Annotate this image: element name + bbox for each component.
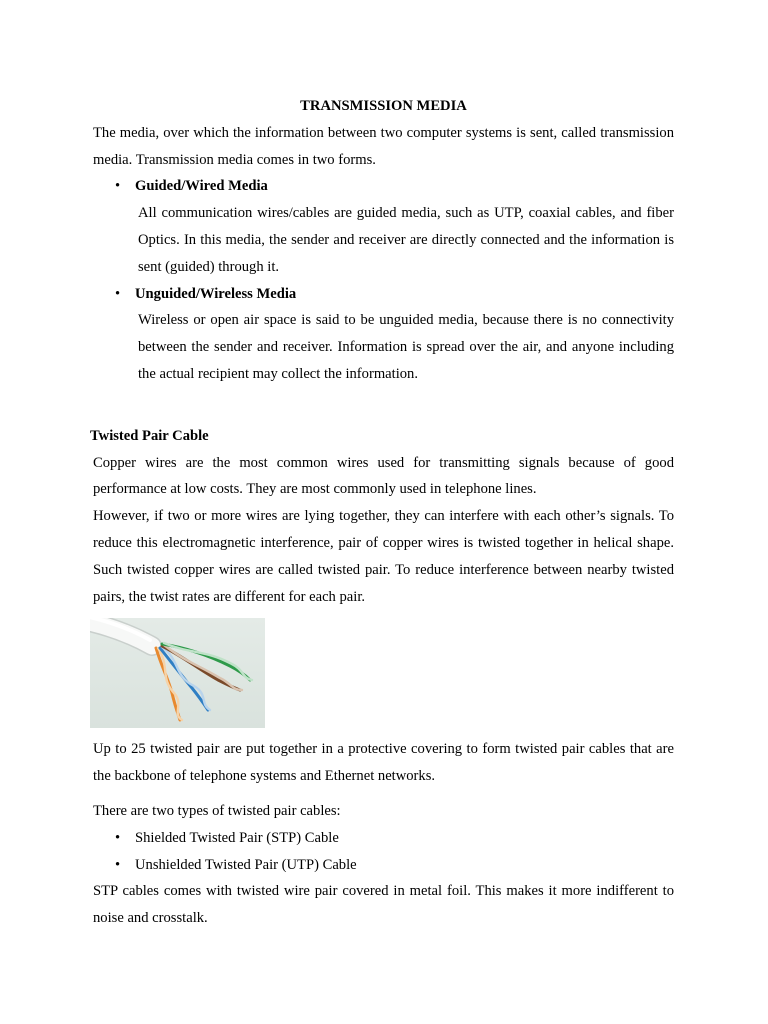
list-item-guided-media: [93, 173, 674, 200]
document-content: [90, 93, 674, 932]
cable-illustration: [90, 618, 265, 728]
twisted-pair-types-list: [93, 825, 674, 879]
list-item-stp: [93, 825, 674, 852]
document-title: TRANSMISSION MEDIA: [300, 98, 467, 114]
media-types-list-2: [93, 281, 674, 308]
twisted-pair-paragraph-2: However, if two or more wires are lying together, they can interfere with each other’s signals. To reduce this electromagnetic interference, pair of copper wires is twisted together in helical shape. Such twisted copper wires are called twisted pair. To reduce interference between nearby twisted pairs, the twist rates are different for each pair.: [93, 508, 674, 605]
twisted-pair-types-intro: There are two types of twisted pair cables:: [93, 802, 341, 819]
media-types-list: [93, 173, 674, 200]
intro-paragraph: The media, over which the information between two computer systems is sent, called transmission media. Transmission media comes in two forms.: [93, 124, 674, 168]
twisted-pair-cable-image: [90, 618, 265, 728]
stp-type-label: Shielded Twisted Pair (STP) Cable: [135, 829, 339, 846]
unguided-media-heading: Unguided/Wireless Media: [135, 285, 297, 302]
stp-note-paragraph: STP cables comes with twisted wire pair covered in metal foil. This makes it more indifferent to noise and crosstalk.: [93, 883, 674, 927]
unguided-media-description: Wireless or open air space is said to be unguided media, because there is no connectivity between the sender and receiver. Information is spread over the air, and anyone including the actual recipient may collect the information.: [138, 312, 674, 382]
twisted-pair-heading: Twisted Pair Cable: [90, 427, 209, 444]
guided-media-description: All communication wires/cables are guided media, such as UTP, coaxial cables, and fiber Optics. In this media, the sender and receiver are directly connected and the information is sent (guided) through it.: [138, 205, 674, 275]
utp-type-label: Unshielded Twisted Pair (UTP) Cable: [135, 856, 357, 873]
list-item-utp: [93, 852, 674, 879]
guided-media-heading: Guided/Wired Media: [135, 178, 268, 195]
twisted-pair-paragraph-3: Up to 25 twisted pair are put together in a protective covering to form twisted pair cables that are the backbone of telephone systems and Ethernet networks.: [93, 741, 674, 785]
list-item-unguided-media: [93, 281, 674, 308]
twisted-pair-paragraph-1: Copper wires are the most common wires used for transmitting signals because of good performance at low costs. They are most commonly used in telephone lines.: [93, 454, 674, 498]
